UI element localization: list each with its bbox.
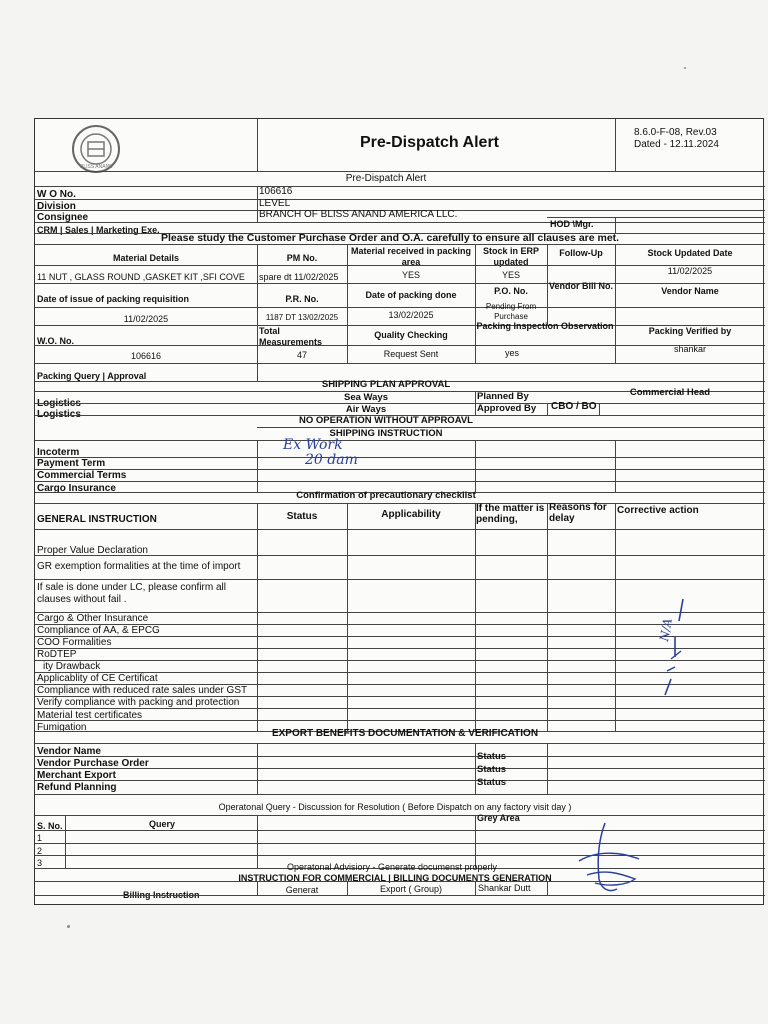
- export-status-2: Status: [477, 764, 507, 775]
- checklist-header-5: Corrective action: [617, 505, 699, 516]
- checklist-row-2: If sale is done under LC, please confirm all clauses without fail .: [37, 582, 226, 605]
- billing-export-group: Export ( Group): [379, 884, 443, 894]
- operational-title: Operatonal Query - Discussion for Resolution ( Before Dispatch on any factory visit day ): [218, 802, 572, 812]
- pr-no: 1187 DT 13/02/2025: [265, 313, 339, 322]
- payment-term-handwritten: 20 dam: [305, 452, 358, 468]
- po-no: Pending From Purchase: [485, 302, 537, 321]
- packing-inspection: yes: [505, 348, 520, 358]
- pre-dispatch-form: [34, 118, 764, 905]
- packing-done-date: 13/02/2025: [388, 310, 434, 320]
- operational-advisory: Operatonal Advisiory - Generate documenst properly: [286, 862, 498, 872]
- quality-checking-label: Quality Checking: [374, 330, 448, 340]
- export-row-3: Refund Planning: [37, 782, 117, 793]
- query-row-3: 3: [37, 858, 43, 868]
- packing-verified-by: shankar: [673, 344, 707, 354]
- material-details: 11 NUT , GLASS ROUND ,GASKET KIT ,SFI COVE: [37, 272, 245, 282]
- checklist-row-7: ity Drawback: [43, 661, 101, 672]
- commercial-terms-label: Commercial Terms: [37, 470, 127, 481]
- quality-checking: Request Sent: [383, 349, 439, 359]
- hod-label: HOD \Mgr.: [550, 219, 594, 229]
- packing-done-label: Date of packing done: [365, 290, 457, 300]
- air-ways: Air Ways: [345, 404, 387, 415]
- checklist-title: Confirmation of precautionary checklist: [296, 490, 476, 501]
- material-header-4: Follow-Up: [559, 248, 603, 258]
- consignee-value: BRANCH OF BLISS ANAND AMERICA LLC.: [259, 209, 458, 220]
- billing-instruction-label: Billing Instruction: [123, 890, 200, 900]
- approved-by-value: CBO / BO: [551, 401, 597, 412]
- checklist-row-6: RoDTEP: [37, 649, 77, 660]
- packing-verified-label: Packing Verified by: [648, 326, 732, 336]
- pm-no: spare dt 11/02/2025: [259, 272, 339, 282]
- total-measurements: 47: [296, 350, 307, 360]
- wo-no-label-2: W.O. No.: [37, 336, 74, 346]
- shipping-plan-title: SHIPPING PLAN APPROVAL: [321, 379, 451, 390]
- wo-no-value-2: 106616: [130, 351, 162, 361]
- study-note: Please study the Customer Purchase Order and O.A. carefully to ensure all clauses are met.: [161, 232, 620, 244]
- vendor-bill-label: Vendor Bill No.: [548, 281, 613, 291]
- checklist-header-2: Applicability: [381, 509, 441, 520]
- payment-term-label: Payment Term: [37, 458, 106, 469]
- material-header-3: Stock in ERP updated: [482, 246, 539, 267]
- wo-label: W O No.: [37, 189, 76, 200]
- doc-code: 8.6.0-F-08, Rev.03: [634, 127, 717, 138]
- material-header-2: Material received in packing area: [350, 246, 472, 267]
- checklist-row-9: Compliance with reduced rate sales under GST: [37, 685, 248, 696]
- checklist-row-11: Material test certificates: [37, 710, 143, 721]
- export-status-3: Status: [477, 777, 507, 788]
- checklist-header-3: If the matter is pending,: [476, 503, 545, 525]
- sno-header: S. No.: [37, 821, 63, 831]
- grey-area-header: Grey Area: [477, 813, 520, 823]
- stock-updated-date: 11/02/2025: [667, 266, 713, 276]
- division-value: LEVEL: [259, 198, 291, 209]
- checklist-row-1: GR exemption formalities at the time of import: [37, 561, 241, 572]
- export-row-1: Vendor Purchase Order: [37, 758, 149, 769]
- scan-speck-icon: [67, 925, 70, 928]
- shipping-instruction-title: SHIPPING INSTRUCTION: [329, 428, 443, 439]
- incoterm-handwritten: Ex Work: [283, 437, 343, 453]
- billing-signatory: Shankar Dutt: [478, 883, 531, 893]
- wo-value: 106616: [259, 186, 293, 197]
- packing-inspection-label: Packing Inspection Observation: [476, 321, 614, 331]
- crm-label: CRM | Sales | Marketing Exe.: [37, 225, 160, 235]
- requisition-label: Date of issue of packing requisition: [37, 294, 190, 304]
- checklist-row-8: Applicablity of CE Certificat: [37, 673, 158, 684]
- approved-by-label: Approved By: [477, 403, 537, 414]
- form-subtitle: Pre-Dispatch Alert: [345, 173, 427, 184]
- division-label: Division: [37, 201, 76, 212]
- doc-date: Dated - 12.11.2024: [634, 139, 719, 150]
- cargo-insurance-label: Cargo Insurance: [37, 483, 116, 494]
- checklist-row-0: Proper Value Declaration: [37, 545, 148, 556]
- commercial-instruction: INSTRUCTION FOR COMMERCIAL | BILLING DOCUMENTS GENERATION: [238, 873, 552, 883]
- checklist-row-10: Verify compliance with packing and protection: [37, 697, 240, 708]
- consignee-label: Consignee: [37, 212, 89, 223]
- material-header-0: Material Details: [112, 253, 180, 263]
- logistics-label-1: Logistics: [37, 398, 81, 409]
- planned-by-label: Planned By: [477, 391, 529, 402]
- checklist-row-12: Fumigation: [37, 722, 87, 733]
- checklist-row-4: Compliance of AA, & EPCG: [37, 625, 160, 636]
- form-title: Pre-Dispatch Alert: [360, 134, 499, 151]
- checklist-header-4: Reasons for delay: [549, 502, 607, 524]
- material-header-5: Stock Updated Date: [647, 248, 733, 258]
- export-row-2: Merchant Export: [37, 770, 116, 781]
- checklist-row-5: COO Formalities: [37, 637, 112, 648]
- requisition-date: 11/02/2025: [123, 314, 169, 324]
- query-row-2: 2: [37, 846, 43, 856]
- vendor-name-label: Vendor Name: [661, 286, 719, 296]
- stock-erp: YES: [501, 270, 520, 280]
- checklist-handwritten: N/A: [657, 617, 675, 643]
- po-no-label: P.O. No.: [494, 286, 528, 296]
- export-row-0: Vendor Name: [37, 746, 101, 757]
- logistics-label-2: Logistics: [37, 409, 81, 420]
- material-header-1: PM No.: [286, 253, 318, 263]
- logo-text: BLISS ANAND: [80, 164, 113, 170]
- handwritten-marks-icon: [645, 597, 705, 697]
- incoterm-label: Incoterm: [37, 447, 80, 458]
- planned-by-value: Commercial Head: [629, 387, 711, 398]
- checklist-row-3: Cargo & Other Insurance: [37, 613, 149, 624]
- query-header: Query: [149, 819, 176, 829]
- no-operation-note: NO OPERATION WITHOUT APPROAVL: [299, 415, 473, 426]
- packing-query-label: Packing Query | Approval: [37, 371, 147, 381]
- billing-generat: Generat: [285, 885, 319, 895]
- signature-icon: [569, 819, 649, 899]
- material-received: YES: [401, 270, 420, 280]
- scan-speck-icon: [684, 67, 686, 69]
- query-row-1: 1: [37, 833, 43, 843]
- checklist-header-1: Status: [286, 511, 318, 522]
- pr-no-label: P.R. No.: [285, 294, 319, 304]
- export-status-1: Status: [477, 751, 507, 762]
- export-benefits-title: EXPORT BENEFITS DOCUMENTATION & VERIFICATION: [271, 728, 539, 739]
- sea-ways: Sea Ways: [343, 392, 388, 403]
- total-measurements-label: Total Measurements: [259, 326, 323, 347]
- checklist-header-0: GENERAL INSTRUCTION: [37, 514, 157, 525]
